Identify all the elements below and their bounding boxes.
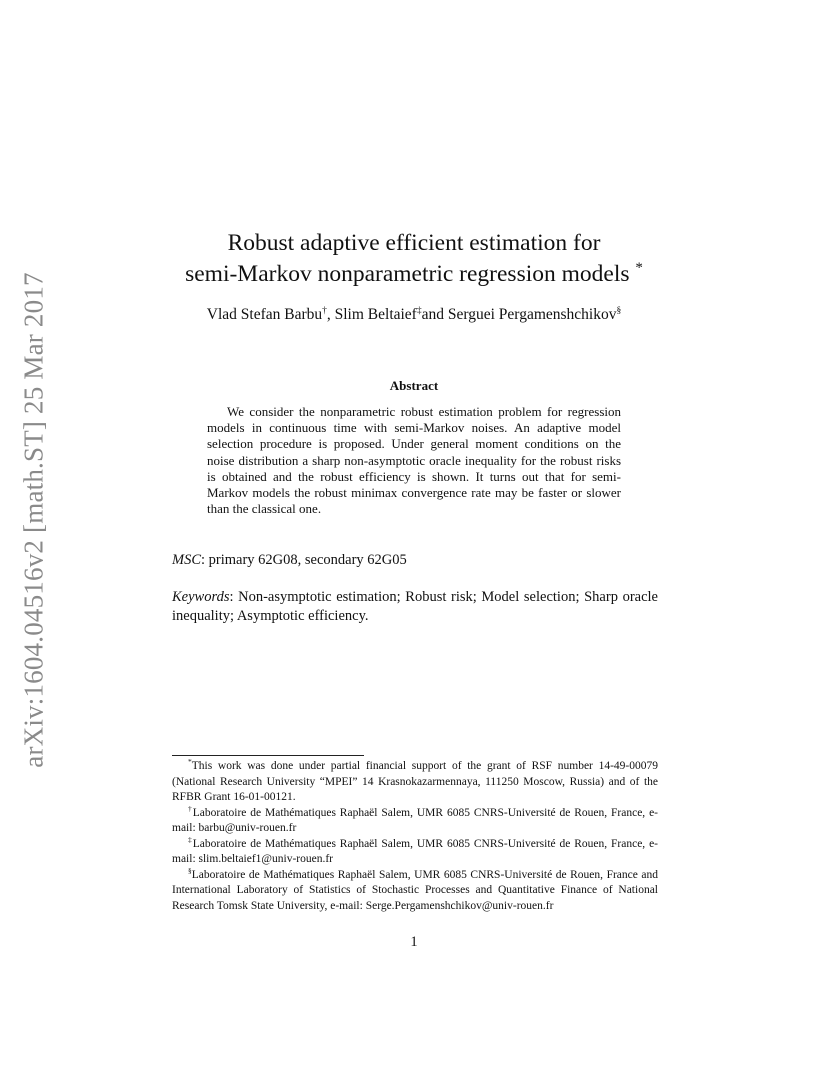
footnote-beltaief <box>172 834 659 868</box>
footnote-barbu <box>172 803 659 837</box>
footnote-beltaief-text: Laboratoire de Mathématiques Raphaël Salem, UMR 6085 CNRS-Université de Rouen, France, e-mail: slim.beltaief1@univ-rouen.fr <box>172 837 659 865</box>
arxiv-stamp: arXiv:1604.04516v2 [math.ST] 25 Mar 2017 <box>18 272 49 768</box>
footnote-funding-mark: * <box>188 757 192 767</box>
title-line-2-text: semi-Markov nonparametric regression models <box>185 261 630 287</box>
msc-line <box>172 551 658 569</box>
footnote-pergamenshchikov-text: Laboratoire de Mathématiques Raphaël Salem, UMR 6085 CNRS-Université de Rouen, France and International Laboratory of Statistics of Stochastic Processes and Quantitative Finance of National Research Tomsk State University, e-mail: Serge.Pergamenshchikov@univ-rouen.fr <box>172 868 658 912</box>
author-beltaief-mark: ‡ <box>416 305 422 316</box>
msc-text: : primary 62G08, secondary 62G05 <box>201 552 407 568</box>
abstract-text: We consider the nonparametric robust estimation problem for regression models in continuous time with semi-Markov noises. An adaptive model selection procedure is proposed. Under general moment conditions on the noise distribution a sharp non-asymptotic oracle inequality for the robust risks is obtained and the robust efficiency is shown. It turns out that for semi-Markov models the robust minimax convergence rate may be faster or slower than the classical one. <box>207 404 621 517</box>
footnote-funding-text: This work was done under partial financial support of the grant of RSF number 14-49-00079 (National Research University “MPEI” 14 Krasnokazarmennaya, 111250 Moscow, Russia) and of the RFBR Grant 16-01-00121. <box>172 760 658 803</box>
footnote-funding <box>172 759 658 806</box>
abstract-heading: Abstract <box>389 378 439 393</box>
author-barbu: Vlad Stefan Barbu <box>206 306 323 323</box>
author-beltaief: , Slim Beltaief <box>326 306 417 323</box>
title-footnote-mark: * <box>635 260 643 277</box>
footnote-barbu-text: Laboratoire de Mathématiques Raphaël Salem, UMR 6085 CNRS-Université de Rouen, France, e-mail: barbu@univ-rouen.fr <box>172 806 659 834</box>
author-pergamenshchikov-mark: § <box>616 305 622 316</box>
keywords-text: : Non-asymptotic estimation; Robust risk; Model selection; Sharp oracle inequality; Asymptotic efficiency. <box>172 589 658 624</box>
title-line-1: Robust adaptive efficient estimation for <box>227 230 601 256</box>
page-number: 1 <box>410 934 418 950</box>
title-line-2 <box>140 259 688 290</box>
author-barbu-mark: † <box>322 305 327 316</box>
keywords-line <box>172 588 658 626</box>
keywords-label: Keywords <box>172 589 230 605</box>
author-list <box>140 305 688 325</box>
author-pergamenshchikov: and Serguei Pergamenshchikov <box>421 306 617 323</box>
msc-label: MSC <box>172 552 201 568</box>
footnote-list <box>172 759 658 914</box>
footnote-pergamenshchikov-mark: § <box>188 865 192 875</box>
footnote-barbu-mark: † <box>188 803 193 813</box>
footnote-divider <box>172 755 364 756</box>
footnote-pergamenshchikov <box>172 865 658 915</box>
paper-title <box>140 228 688 290</box>
footnote-beltaief-mark: ‡ <box>188 834 193 844</box>
